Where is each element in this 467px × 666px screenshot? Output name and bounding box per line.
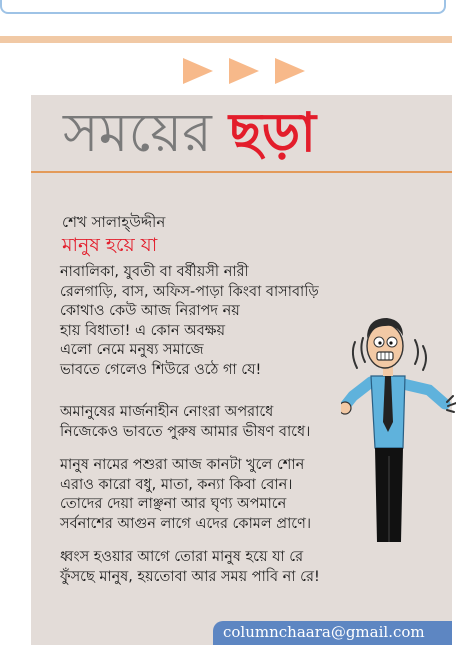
chevron-right-icon — [183, 58, 213, 84]
column-title-part2: ছড়া — [229, 100, 316, 164]
poem-stanza-3 — [60, 456, 311, 534]
poem-line: এলো নেমে মনুষ্য সমাজে — [60, 342, 204, 358]
poem-line: মানুষ নামের পশুরা আজ কানটা খুলে শোন — [60, 457, 305, 473]
shocked-man-illustration — [341, 310, 456, 545]
poem-line: তোদের দেয়া লাঞ্ছনা আর ঘৃণ্য অপমানে — [60, 496, 287, 512]
title-underline — [31, 171, 452, 173]
section-divider — [0, 36, 452, 43]
poem-title: মানুষ হয়ে যা — [62, 234, 158, 256]
poem-line: নাবালিকা, যুবতী বা বর্ষীয়সী নারী — [60, 264, 249, 280]
poem-line: অমানুষের মার্জনাহীন নোংরা অপরাধে — [60, 404, 274, 420]
poem-line: সর্বনাশের আগুন লাগে এদের কোমল প্রাণে। — [60, 515, 312, 532]
poem-line: রেলগাড়ি, বাস, অফিস-পাড়া কিংবা বাসাবাড়ি — [60, 283, 319, 300]
chevron-right-icon — [229, 58, 259, 84]
poem-line: হায় বিধাতা! এ কোন অবক্ষয় — [60, 322, 226, 339]
previous-article-box — [0, 0, 446, 14]
column-title-part1: সময়ের — [63, 101, 212, 164]
poem-stanza-2 — [60, 403, 310, 442]
poem-line: ফুঁসছে মানুষ, হয়তোবা আর সময় পাবি না রে! — [60, 568, 320, 585]
poem-stanza-4 — [60, 548, 320, 587]
email-tag — [213, 621, 452, 645]
contact-email: columnchaara@gmail.com — [223, 623, 425, 641]
poem-author: শেখ সালাহ্উদ্দীন — [62, 213, 166, 231]
column-title — [63, 97, 316, 168]
poem-line: এরাও কারো বধু, মাতা, কন্যা কিবা বোন। — [60, 476, 293, 493]
chevron-right-icon — [275, 58, 305, 84]
poem-line: কোথাও কেউ আজ নিরাপদ নয় — [60, 303, 240, 319]
poem-line: ভাবতে গেলেও শিউরে ওঠে গা যে! — [60, 361, 262, 378]
poem-line: ধ্বংস হওয়ার আগে তোরা মানুষ হয়ে যা রে — [60, 549, 304, 565]
poem-stanza-1 — [60, 263, 319, 380]
arrow-decoration — [183, 58, 313, 86]
poem-line: নিজেকেও ভাবতে পুরুষ আমার ভীষণ বাধে। — [60, 423, 311, 440]
